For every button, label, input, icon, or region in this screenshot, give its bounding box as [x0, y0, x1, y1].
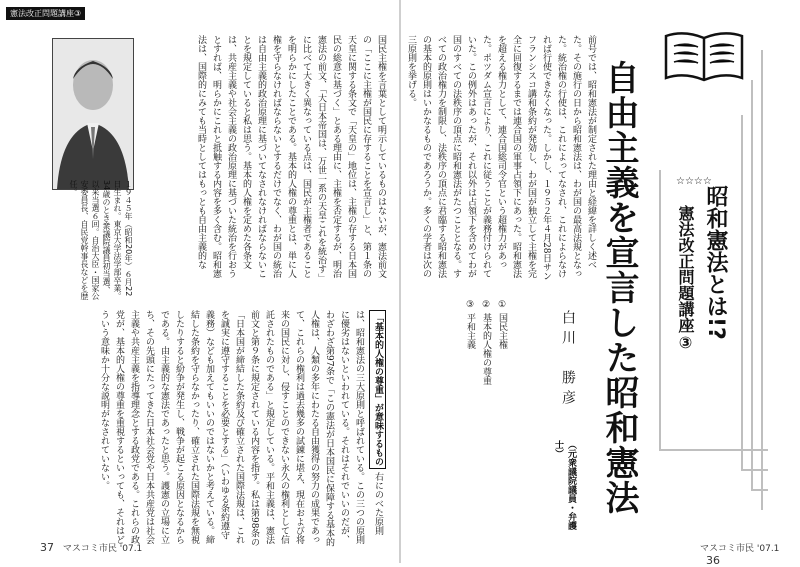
open-book-icon — [662, 26, 746, 84]
issue-right: '07.1 — [756, 544, 780, 554]
main-title: 自由主義を宣言した昭和憲法 — [599, 60, 639, 515]
series-title: 昭和憲法とは!? — [703, 185, 728, 340]
principles-list — [440, 300, 510, 420]
list-item: ② 基本的人権の尊重 — [481, 300, 491, 385]
author-bio: １９４５年（昭和20年）６月22日生まれ。東京大学法学部卒業。34歳のとき衆議院議員初当選、以来当選６回。自治大臣・国家公安委員長、自民党幹事長などを歴任。 — [69, 180, 133, 300]
body-text-left-lower — [12, 310, 386, 548]
author-portrait — [52, 38, 134, 190]
body-text-left-lower-content: 右にのべた原則は、昭和憲法の三大原則と呼ばれている。この三つの原則に優劣はないといわれている。それはそれでいいのだが、わざわざ第97条で「この憲法が日本国民に保障する基本的人権は、人類の多年にわたる自由獲得の努力の成果であって、これらの権利は過去幾多の試錬に堪え、現在および将来の国民に対し、侵すことのできない永久の権利として信託されたものである」と規定している。平和主義は、憲法前文と第９条に規定されている内容を指す。私は第98条の「日本国が締結した条約及び確立された国際法規は、これを誠実に遵守することを必要とする」（いわゆる条約遵守義務）なども加えてもいいのではないかと考えている。締結した条約を守らなかったり、確立された国際法規を無視したりすると紛争が発生し、戦争が起こる原因となるからである。由主義的な憲法であったと思う。護憲の立場に立ち、その先頭にたってきた日本社会党や日本共産党は社会主義や共産主義を指導理念とする政党である。これらの政党が、基本的人権の尊重を重視するといっても、それはどういう意味か十分な説明がなされていない。 — [99, 310, 383, 547]
page-number-right: 36 — [706, 554, 720, 567]
running-head: 憲法改正問題講座③ — [6, 7, 85, 20]
folio-right — [700, 541, 800, 567]
body-text-left-upper: 国民主権を言葉として明示しているものはないが、憲法前文の「ここに主権が国民に存することを宣言し」と、第１条の天皇に関する条文で「天皇の」地位は、主権の存する日本国民の総意に基づく」とある理由に、主権を否定するが、明治憲法の前文、「大日本帝国は、万世一系の天皇これを統治す」に比べて大きく異なっている点は、国民が主権者であることを明らかにしたことである。基本的人権の尊重とは、単に人権を守らなければならないとするだけでなく、わが国の統治は自由主義的政治原理に基づいてなされなければならないことを規定していると私は思う。基本的人権を定めた各条文は、共産主義や社会主義の政治原理に基づいた統治を行おうとすれば、明らかにこれと抵触する内容を多く含む。昭和憲法は、国際的にみても当時としてはもっとも自由主義的な — [196, 35, 386, 283]
folio-left — [34, 541, 142, 554]
author-name: 白川 勝彦 — [560, 310, 576, 410]
list-item: ① 国民主権 — [497, 300, 507, 349]
body-text-right-upper: 前号では、昭和憲法が制定された理由と経緯を詳しく述べた。その施行の日から昭和憲法は、わが国の最高法規となった。統治権の行使は、これによってなされ、これによらなければ行使できなくなった。しかし、１９５２年４月28日サンフランシスコ講和条約が発効し、わが国が独立して主権を完全に回復するまでは連合国の軍事占領下にあった。昭和憲法を超える権力として、連合国総司令官という超権力があった。ポツダム宣言により、これに従うことが義務付けられていた。この例外はあったが、それ以外は占領下を含めてわが国のすべての法秩序の頂点に昭和憲法がたつこととなる。すべての政治権力を制限し、法秩序の頂点に君臨する昭和憲法の基本的原則はいかなるものであろうか。多くの学者は次の三原則を挙げる。 — [406, 35, 596, 281]
page-number-left: 37 — [40, 541, 54, 554]
section-heading: 「基本的人権の尊重」が意味するもの — [369, 310, 386, 469]
series-subtitle: 憲法改正問題講座③ — [676, 205, 695, 352]
issue-left: '07.1 — [119, 544, 143, 554]
author-role: （元衆議院議員・弁護士） — [553, 440, 576, 530]
list-item: ③ 平和主義 — [465, 300, 475, 349]
star-decoration: ☆☆☆☆ — [676, 176, 712, 187]
left-page — [0, 0, 400, 563]
magazine-name-left: マスコミ市民 — [62, 544, 117, 554]
magazine-name-right: マスコミ市民 — [700, 544, 755, 554]
